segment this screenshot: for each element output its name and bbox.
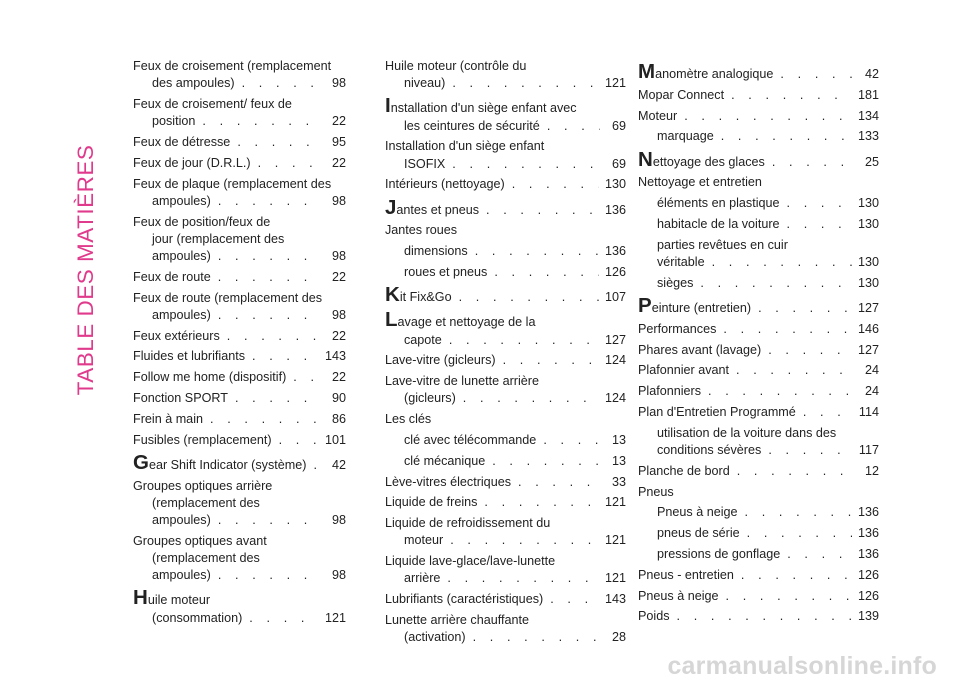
entry-title: sièges (657, 275, 694, 290)
entry-title: (gicleurs) (404, 391, 456, 406)
entry-heading: Lunette arrière chauffante (385, 612, 529, 627)
index-entry (385, 222, 626, 239)
index-entry (133, 586, 346, 626)
page-number: 143 (604, 592, 626, 607)
index-entry (385, 515, 626, 549)
page-number: 121 (604, 76, 626, 91)
index-entry (133, 411, 346, 428)
entry-title: les ceintures de sécurité (404, 118, 540, 133)
entry-title: Fonction SPORT (133, 390, 228, 405)
page-number: 117 (858, 442, 879, 457)
entry-heading: Installation d'un siège enfant (385, 139, 545, 154)
index-entry (133, 176, 346, 210)
index-entry (133, 369, 346, 386)
leader-dots (487, 264, 599, 281)
leader-dots (195, 113, 320, 130)
page-number: 98 (331, 76, 346, 91)
initial-letter: I (385, 94, 391, 118)
leader-dots (540, 118, 600, 135)
entry-title: Follow me home (dispositif) (133, 370, 287, 385)
index-column-3 (638, 58, 879, 629)
entry-title: einture (entretien) (651, 300, 752, 315)
leader-dots (466, 629, 600, 646)
entry-title: (activation) (404, 630, 466, 645)
entry-title: ampoules) (152, 512, 211, 527)
page-number: 69 (611, 118, 626, 133)
entry-heading: Jantes roues (385, 223, 458, 238)
leader-dots (485, 453, 600, 470)
index-subentry (638, 525, 879, 542)
leader-dots (511, 474, 600, 491)
entry-heading: Les clés (385, 412, 432, 427)
leader-dots (251, 155, 320, 172)
index-entry (385, 411, 626, 428)
entry-heading: Feux de croisement (remplacement (133, 59, 332, 73)
entry-title: éléments en plastique (657, 196, 780, 211)
leader-dots (220, 328, 320, 345)
page-number: 139 (857, 609, 879, 624)
page-number: 133 (857, 129, 879, 144)
entry-heading: Groupes optiques avant (133, 533, 267, 548)
initial-letter: L (385, 308, 398, 332)
entry-title: Moteur (638, 108, 678, 123)
index-entry (385, 94, 626, 134)
leader-dots (751, 300, 852, 317)
entry-title: habitacle de la voiture (657, 216, 780, 231)
initial-letter: P (638, 293, 652, 317)
leader-dots (203, 411, 320, 428)
index-column-2 (385, 58, 626, 650)
index-entry (638, 321, 879, 338)
leader-dots (738, 504, 852, 521)
entry-title: Plan d'Entretien Programmé (638, 404, 796, 419)
leader-dots (729, 362, 853, 379)
page-number: 130 (857, 254, 879, 269)
leader-dots (440, 570, 599, 587)
entry-title: anomètre analogique (655, 67, 774, 81)
index-subentry (385, 243, 626, 260)
leader-dots (536, 432, 600, 449)
leader-dots (211, 248, 320, 265)
index-entry (133, 214, 346, 266)
entry-title: ISOFIX (404, 156, 446, 171)
index-entry (133, 432, 346, 449)
page-number: 121 (324, 610, 346, 625)
page-number: 130 (604, 177, 626, 192)
leader-dots (479, 202, 599, 219)
page-number: 121 (604, 571, 626, 586)
entry-title: Pneus à neige (657, 505, 738, 520)
index-entry (133, 58, 346, 92)
index-entry (638, 362, 879, 379)
page-number: 22 (331, 370, 346, 385)
page-number: 28 (611, 630, 626, 645)
leader-dots (245, 348, 319, 365)
leader-dots (719, 588, 852, 605)
index-column-1 (133, 58, 346, 630)
leader-dots (780, 546, 852, 563)
entry-heading: Lave-vitre de lunette arrière (385, 374, 540, 389)
index-entry (133, 269, 346, 286)
page-number: 22 (331, 155, 346, 170)
entry-title: ampoules) (152, 193, 211, 208)
index-entry (638, 108, 879, 125)
entry-title: Plafonnier avant (638, 363, 730, 378)
leader-dots (761, 342, 852, 359)
entry-title: clé avec télécommande (404, 433, 537, 447)
page-number: 98 (331, 307, 346, 322)
index-entry (638, 588, 879, 605)
entry-heading: parties revêtues en cuir (657, 237, 788, 252)
leader-dots (242, 610, 319, 627)
entry-title: ampoules) (152, 307, 211, 322)
entry-heading: Feux de plaque (remplacement des (133, 176, 332, 191)
entry-heading: Feux de croisement/ feux de (133, 97, 292, 111)
index-subentry (638, 195, 879, 212)
entry-title: Planche de bord (638, 463, 730, 478)
index-subentry (385, 264, 626, 281)
entry-continued: jour (remplacement des (152, 231, 285, 246)
leader-dots (443, 532, 599, 549)
entry-heading: avage et nettoyage de la (397, 315, 536, 330)
entry-title: Pneus à neige (638, 588, 719, 603)
index-entry (385, 494, 626, 511)
leader-dots (442, 332, 599, 349)
entry-title: Phares avant (lavage) (638, 342, 762, 357)
entry-title: antes et pneus (396, 202, 480, 217)
page-number: 69 (611, 156, 626, 171)
page-number: 136 (857, 546, 879, 561)
entry-title: Fusibles (remplacement) (133, 432, 272, 447)
index-entry (133, 348, 346, 365)
entry-title: Intérieurs (nettoyage) (385, 177, 505, 192)
leader-dots (306, 457, 320, 474)
leader-dots (230, 134, 320, 151)
index-entry (385, 195, 626, 219)
entry-title: Performances (638, 321, 717, 336)
page-number: 90 (331, 390, 346, 405)
index-entry (638, 60, 879, 83)
entry-title: it Fix&Go (399, 290, 452, 305)
index-entry (385, 591, 626, 608)
page-number: 95 (331, 135, 346, 149)
index-entry (385, 553, 626, 587)
entry-heading: Feux de route (remplacement des (133, 290, 322, 305)
leader-dots (670, 608, 852, 625)
entry-heading: uile moteur (147, 593, 211, 608)
page-number: 126 (857, 567, 879, 582)
index-entry (133, 328, 346, 345)
index-entry (385, 58, 626, 92)
page-number: 22 (331, 114, 346, 129)
initial-letter: M (638, 60, 656, 83)
entry-title: Feux de route (133, 269, 211, 284)
page-number: 143 (324, 349, 346, 364)
side-title: TABLE DES MATIÈRES (73, 144, 98, 396)
leader-dots (211, 567, 320, 584)
index-subentry (638, 216, 879, 233)
index-subentry (638, 128, 879, 145)
leader-dots (730, 463, 853, 480)
index-entry (385, 373, 626, 407)
page-number: 13 (611, 433, 626, 447)
page-number: 124 (604, 353, 626, 368)
entry-continued: (remplacement des (152, 550, 260, 565)
entry-title: pneus de série (657, 526, 740, 541)
entry-title: (consommation) (152, 610, 243, 625)
leader-dots (505, 176, 599, 193)
index-entry (385, 176, 626, 193)
initial-letter: K (385, 283, 400, 307)
leader-dots (211, 193, 320, 210)
page-number: 86 (331, 411, 346, 426)
index-entry (385, 474, 626, 491)
page-number: 121 (604, 533, 626, 548)
page-number: 127 (604, 332, 626, 347)
index-subentry (638, 237, 879, 271)
leader-dots (272, 432, 319, 449)
page-number: 126 (604, 265, 626, 279)
index-entry (133, 96, 346, 130)
entry-heading: Nettoyage et entretien (638, 175, 762, 190)
page-number: 98 (331, 512, 346, 527)
initial-letter: G (133, 450, 149, 474)
index-entry (133, 155, 346, 172)
leader-dots (445, 156, 600, 173)
index-entry (638, 484, 879, 501)
page-number: 107 (604, 290, 626, 305)
page-number: 127 (857, 300, 879, 315)
index-entry (638, 567, 879, 584)
entry-title: capote (404, 332, 442, 347)
entry-heading: Pneus (638, 484, 674, 499)
index-subentry (638, 546, 879, 563)
leader-dots (734, 567, 852, 584)
page-number: 24 (864, 363, 879, 378)
page-number: 136 (604, 202, 626, 217)
leader-dots (714, 128, 852, 145)
index-subentry (638, 275, 879, 292)
page-number: 136 (857, 526, 879, 541)
index-entry (133, 450, 346, 474)
entry-title: pressions de gonflage (657, 546, 781, 561)
page-number: 130 (857, 275, 879, 290)
leader-dots (235, 75, 320, 92)
leader-dots (468, 243, 599, 260)
index-entry (638, 404, 879, 421)
index-subentry (385, 432, 626, 449)
entry-title: véritable (657, 254, 705, 269)
entry-title: Lave-vitre (gicleurs) (385, 353, 496, 368)
leader-dots (496, 352, 599, 369)
entry-continued: (remplacement des (152, 495, 260, 510)
leader-dots (740, 525, 852, 542)
index-entry (133, 134, 346, 151)
index-entry (638, 342, 879, 359)
entry-title: Feux de jour (D.R.L.) (133, 155, 251, 170)
index-subentry (385, 453, 626, 470)
page-number: 98 (331, 568, 346, 583)
index-entry (638, 608, 879, 625)
entry-title: ear Shift Indicator (système) (148, 457, 307, 472)
index-entry (385, 352, 626, 369)
page-number: 136 (604, 244, 626, 259)
leader-dots (477, 494, 599, 511)
entry-heading: Liquide de refroidissement du (385, 516, 551, 531)
entry-title: dimensions (404, 244, 468, 259)
index-entry (638, 147, 879, 171)
entry-title: clé mécanique (404, 453, 486, 468)
index-entry (638, 463, 879, 480)
page-number: 130 (857, 216, 879, 231)
page-number: 114 (858, 404, 879, 419)
page-number: 130 (857, 196, 879, 211)
leader-dots (211, 512, 320, 529)
leader-dots (445, 75, 599, 92)
entry-title: ampoules) (152, 249, 211, 263)
leader-dots (693, 275, 852, 292)
index-subentry (638, 425, 879, 459)
index-subentry (638, 504, 879, 521)
index-entry (133, 478, 346, 530)
leader-dots (765, 154, 853, 171)
entry-title: arrière (404, 571, 441, 586)
leader-dots (716, 321, 852, 338)
entry-heading: Huile moteur (contrôle du (385, 59, 527, 73)
entry-title: Feux extérieurs (133, 328, 220, 343)
page-number: 25 (864, 154, 879, 169)
page-number: 42 (864, 67, 879, 81)
page-number: 181 (857, 87, 879, 102)
index-entry (638, 293, 879, 317)
entry-title: des ampoules) (152, 76, 235, 91)
leader-dots (705, 254, 852, 271)
leader-dots (286, 369, 320, 386)
page-number: 22 (331, 269, 346, 284)
entry-title: position (152, 114, 196, 129)
leader-dots (452, 289, 599, 306)
leader-dots (796, 404, 853, 421)
index-entry (638, 87, 879, 104)
entry-title: Lubrifiants (caractéristiques) (385, 592, 544, 607)
index-entry (385, 308, 626, 348)
leader-dots (456, 390, 599, 407)
entry-heading: Feux de position/feux de (133, 214, 271, 229)
leader-dots (780, 195, 852, 212)
entry-title: Liquide de freins (385, 495, 478, 510)
entry-title: Feux de détresse (133, 135, 231, 149)
entry-heading: Groupes optiques arrière (133, 478, 273, 493)
page-number: 136 (857, 505, 879, 520)
leader-dots (543, 591, 599, 608)
entry-title: Poids (638, 609, 670, 624)
page-number: 127 (857, 342, 879, 357)
entry-title: moteur (404, 533, 444, 548)
entry-title: marquage (657, 129, 714, 144)
page-number: 124 (604, 391, 626, 406)
entry-title: conditions sévères (657, 442, 762, 457)
watermark: carmanualsonline.info (667, 652, 937, 680)
leader-dots (677, 108, 852, 125)
page-number: 101 (324, 432, 346, 447)
page-number: 146 (857, 321, 879, 336)
entry-title: Plafonniers (638, 384, 702, 399)
leader-dots (211, 307, 320, 324)
leader-dots (211, 269, 320, 286)
page-number: 22 (331, 328, 346, 343)
entry-title: roues et pneus (404, 265, 488, 279)
leader-dots (780, 216, 852, 233)
leader-dots (701, 383, 853, 400)
index-entry (133, 390, 346, 407)
page-number: 126 (857, 588, 879, 603)
leader-dots (773, 66, 853, 83)
entry-title: ampoules) (152, 568, 211, 583)
entry-title: Mopar Connect (638, 87, 725, 102)
initial-letter: J (385, 195, 397, 219)
index-entry (133, 533, 346, 585)
leader-dots (724, 87, 852, 104)
initial-letter: N (638, 147, 653, 171)
entry-heading: utilisation de la voiture dans des (657, 425, 837, 440)
entry-heading: nstallation d'un siège enfant avec (390, 101, 577, 116)
index-entry (638, 174, 879, 191)
entry-title: Lève-vitres électriques (385, 474, 511, 489)
index-entry (385, 283, 626, 307)
page-number: 12 (864, 463, 879, 478)
index-entry (385, 612, 626, 646)
page-number: 33 (611, 474, 626, 489)
page-number: 134 (857, 108, 879, 123)
page-number: 98 (331, 193, 346, 208)
entry-heading: Liquide lave-glace/lave-lunette (385, 554, 556, 569)
entry-title: ettoyage des glaces (652, 154, 765, 169)
page-number: 24 (864, 384, 879, 399)
index-entry (385, 138, 626, 172)
initial-letter: H (133, 586, 148, 610)
page-number: 42 (331, 457, 346, 472)
page-number: 121 (604, 495, 626, 510)
entry-title: niveau) (404, 76, 446, 91)
entry-title: Frein à main (133, 411, 203, 426)
page-number: 13 (611, 453, 626, 468)
page-number: 98 (331, 249, 346, 263)
entry-title: Pneus - entretien (638, 567, 734, 582)
index-entry (133, 290, 346, 324)
entry-title: Fluides et lubrifiants (133, 349, 245, 364)
leader-dots (228, 390, 320, 407)
index-entry (638, 383, 879, 400)
leader-dots (761, 442, 853, 459)
